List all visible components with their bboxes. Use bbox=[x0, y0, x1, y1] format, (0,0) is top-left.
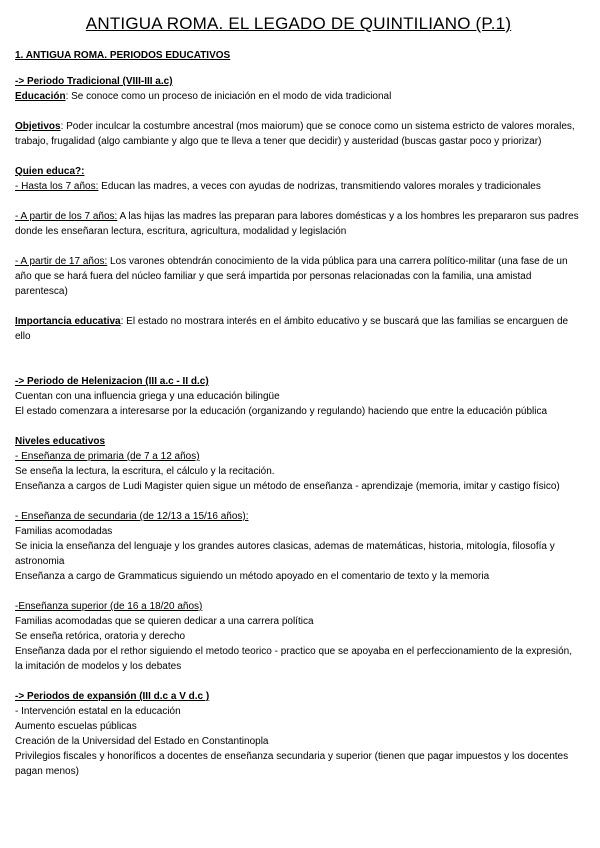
expansion-line: Aumento escuelas públicas bbox=[15, 721, 137, 732]
educacion-paragraph bbox=[15, 89, 582, 104]
secundaria-heading: - Enseñanza de secundaria (de 12/13 a 15/16 años): bbox=[15, 511, 249, 522]
superior-line: Se enseña retórica, oratoria y derecho bbox=[15, 631, 186, 642]
apartir17-paragraph bbox=[15, 254, 582, 299]
quien-educa-heading: Quien educa?: bbox=[15, 166, 85, 177]
educacion-label: Educación bbox=[15, 91, 66, 102]
expansion-line: - Intervención estatal en la educación bbox=[15, 706, 181, 717]
apartir7-label: - A partir de los 7 años: bbox=[15, 211, 118, 222]
primaria-heading: - Enseñanza de primaria (de 7 a 12 años) bbox=[15, 451, 200, 462]
superior-heading: -Enseñanza superior (de 16 a 18/20 años) bbox=[15, 601, 203, 612]
niveles-heading: Niveles educativos bbox=[15, 436, 106, 447]
secundaria-line: Enseñanza a cargo de Grammaticus siguiendo un método apoyado en el comentario de texto y la memoria bbox=[15, 571, 490, 582]
primaria-line: Se enseña la lectura, la escritura, el cálculo y la recitación. bbox=[15, 466, 275, 477]
importancia-label: Importancia educativa bbox=[15, 316, 121, 327]
objetivos-label: Objetivos bbox=[15, 121, 61, 132]
expansion-line: Privilegios fiscales y honoríficos a docentes de enseñanza secundaria y superior (tienen que pagar impuestos y los docentes pagan menos) bbox=[15, 751, 569, 777]
helenizacion-line: Cuentan con una influencia griega y una educación bilingüe bbox=[15, 391, 280, 402]
period-heading-tradicional: -> Periodo Tradicional (VIII-III a.c) bbox=[15, 76, 173, 87]
importancia-text: : El estado no mostrara interés en el ámbito educativo y se buscará que las familias se encarguen de ello bbox=[15, 316, 569, 342]
superior-line: Familias acomodadas que se quieren dedicar a una carrera política bbox=[15, 616, 314, 627]
superior-line: Enseñanza dada por el rethor siguiendo el metodo teorico - practico que se apoyaba en el perfeccionamiento de la expresión, la imitación de modelos y los debates bbox=[15, 646, 573, 672]
period-heading-expansion: -> Periodos de expansión (III d.c a V d.c ) bbox=[15, 691, 210, 702]
educacion-text: : Se conoce como un proceso de iniciación en el modo de vida tradicional bbox=[65, 91, 392, 102]
objetivos-text: : Poder inculcar la costumbre ancestral (mos maiorum) que se conoce como un sistema estricto de valores morales, trabajo, frugalidad (algo cambiante y algo que te lleva a tener que decidir) y austeridad (buscas gastar poco y priorizar) bbox=[15, 121, 575, 147]
importancia-paragraph bbox=[15, 314, 582, 344]
period-heading-helenizacion: -> Periodo de Helenizacion (III a.c - II d.c) bbox=[15, 376, 209, 387]
apartir17-text: Los varones obtendrán conocimiento de la vida pública para una carrera político-militar (una fase de un año que se hará fuera del núcleo familiar y que será impartida por personas relacionadas con la familia, una amistad parentesca) bbox=[15, 256, 568, 297]
hasta7-text: Educan las madres, a veces con ayudas de nodrizas, transmitiendo valores morales y tradicionales bbox=[98, 181, 541, 192]
secundaria-line: Se inicia la enseñanza del lenguaje y los grandes autores clasicas, ademas de matemáticas, historia, mitología, filosofía y astronomia bbox=[15, 541, 555, 567]
apartir7-text: A las hijas las madres las preparan para labores domésticas y a los hombres les prepararon sus padres donde les enseñaran lectura, escritura, agricultura, modalidad y legislación bbox=[15, 211, 579, 237]
apartir7-paragraph bbox=[15, 209, 582, 239]
helenizacion-line: El estado comenzara a interesarse por la educación (organizando y regulando) haciendo que entre la educación pública bbox=[15, 406, 548, 417]
section-heading: 1. ANTIGUA ROMA. PERIODOS EDUCATIVOS bbox=[15, 50, 231, 61]
primaria-line: Enseñanza a cargos de Ludi Magister quien sigue un método de enseñanza - aprendizaje (memoria, imitar y castigo físico) bbox=[15, 481, 560, 492]
expansion-line: Creación de la Universidad del Estado en Constantinopla bbox=[15, 736, 269, 747]
secundaria-line: Familias acomodadas bbox=[15, 526, 113, 537]
hasta7-label: - Hasta los 7 años: bbox=[15, 181, 99, 192]
objetivos-paragraph bbox=[15, 119, 582, 149]
hasta7-paragraph bbox=[15, 179, 582, 194]
page-title: ANTIGUA ROMA. EL LEGADO DE QUINTILIANO (P.1) bbox=[85, 14, 512, 33]
apartir17-label: - A partir de 17 años: bbox=[15, 256, 108, 267]
